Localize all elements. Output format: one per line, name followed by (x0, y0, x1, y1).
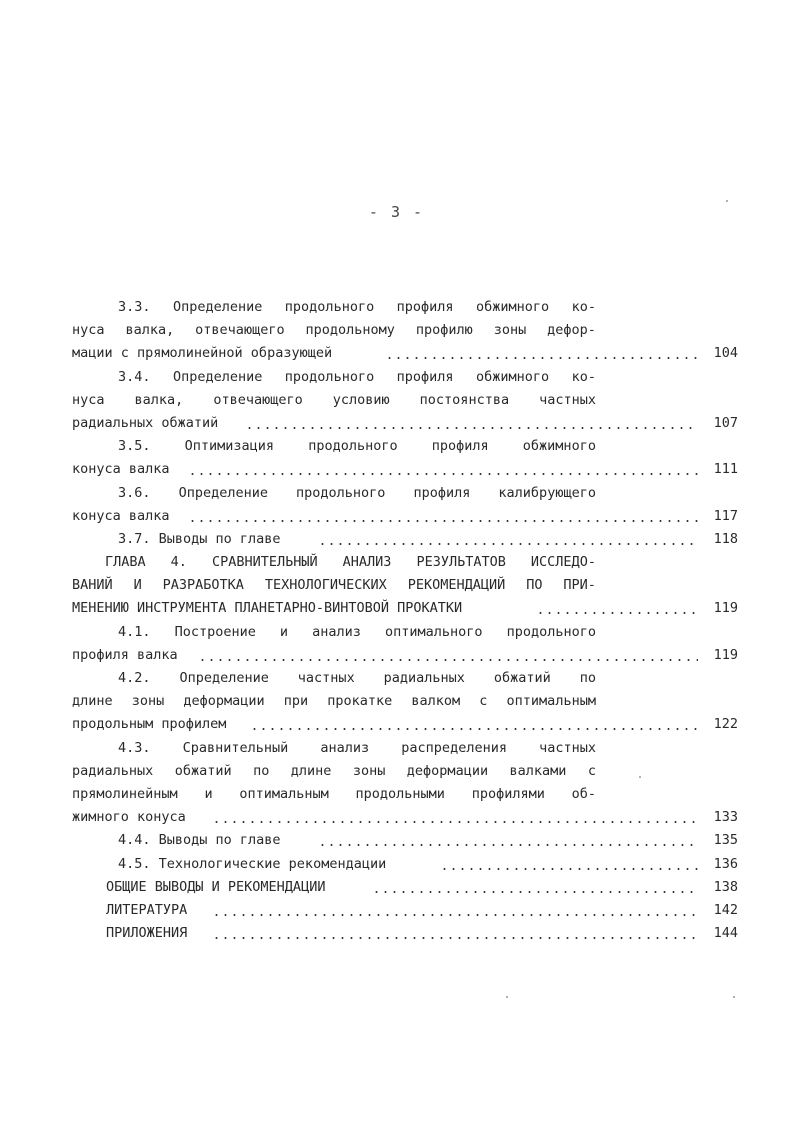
toc-word: прямолинейным (72, 785, 178, 802)
page-number: - 3 - (368, 203, 425, 221)
dot-leader (536, 597, 698, 620)
toc-3-7-line-1: 3.7. Выводы по главе (118, 530, 281, 547)
dot-leader (212, 922, 698, 945)
toc-word: 3.3. (118, 299, 151, 315)
toc-4-5-page: 136 (713, 855, 738, 872)
dot-leader (372, 876, 698, 899)
toc-3-5-page: 111 (713, 461, 738, 478)
toc-word: об- (571, 785, 596, 802)
toc-entry-4-1 (0, 621, 793, 644)
toc-entry-literature (0, 899, 793, 922)
dot-leader (318, 829, 698, 852)
dot-leader (318, 528, 698, 551)
toc-ch4-line-1 (105, 551, 596, 574)
toc-word: валком (411, 693, 461, 710)
toc-3-6-line-2: конуса валка (72, 507, 170, 524)
toc-word: условию (332, 391, 390, 408)
toc-word: Определение (179, 670, 269, 686)
toc-3-3-page: 104 (713, 345, 738, 362)
toc-word: ПО (526, 577, 543, 594)
toc-4-1-line-2: профиля валка (72, 646, 178, 663)
toc-word: Определение (172, 368, 263, 385)
toc-3-4-line-3: радиальных обжатий (72, 414, 219, 431)
toc-entry-4-2 (0, 667, 793, 690)
toc-word: отвечающего (213, 391, 303, 408)
toc-word: профиля (413, 484, 471, 501)
toc-word: Сравнительный (182, 739, 289, 756)
toc-word: валка, (125, 322, 175, 339)
scan-speck (506, 996, 508, 998)
dot-leader (245, 412, 698, 435)
toc-word: ко- (571, 368, 596, 385)
toc-word: по (579, 670, 596, 686)
toc-word: длине (290, 762, 332, 779)
toc-word: продольного (284, 368, 375, 385)
toc-word: РЕКОМЕНДАЦИЙ (407, 577, 506, 594)
toc-word: валками (509, 762, 567, 779)
toc-word: частных (539, 739, 596, 756)
toc-word: отвечающего (195, 322, 285, 339)
toc-word: частных (297, 670, 355, 686)
toc-word: обжимного (475, 299, 550, 315)
toc-4-2-line-3: продольным профилем (72, 716, 227, 733)
toc-word: дефор- (547, 322, 596, 339)
toc-word: ВАНИЙ (72, 577, 113, 594)
toc-entry-3-3 (0, 296, 793, 319)
toc-word: нуса (72, 322, 105, 339)
toc-word: ГЛАВА (105, 554, 146, 571)
toc-word: 3.6. (118, 484, 151, 501)
toc-3-3-line-1 (118, 296, 596, 319)
toc-word: и (279, 623, 289, 640)
toc-word: зоны (352, 762, 386, 779)
toc-4-1-page: 119 (713, 646, 738, 663)
toc-4-3-line-2 (72, 760, 596, 783)
toc-word: продольному (305, 322, 395, 339)
toc-entry-3-6 (0, 482, 793, 505)
toc-word: ИССЛЕДО- (530, 554, 596, 571)
scan-speck (639, 776, 641, 778)
toc-word: калибрующего (498, 484, 596, 501)
toc-3-3-line-3: мации с прямолинейной образующей (72, 345, 333, 362)
toc-word: при (283, 693, 309, 710)
toc-word: продольного (296, 484, 386, 501)
toc-4-3-line-3 (72, 783, 596, 806)
toc-entry-general-conclusions (0, 876, 793, 899)
dot-leader (385, 342, 698, 365)
toc-entry-chapter-4 (0, 551, 793, 574)
toc-word: продольного (308, 438, 398, 455)
toc-word: продольного (284, 299, 375, 315)
toc-word: оптимальным (506, 693, 596, 710)
toc-4-1-line-1 (118, 621, 596, 644)
toc-word: продольного (506, 623, 596, 640)
toc-4-3-line-1 (118, 737, 596, 760)
toc-word: с (479, 693, 488, 710)
toc-entry-3-4 (0, 366, 793, 389)
toc-3-3-line-2 (72, 319, 596, 342)
toc-4-5-line-1: 4.5. Технологические рекомендации (118, 855, 387, 872)
toc-word: оптимальным (239, 785, 329, 802)
toc-word: Определение (172, 299, 263, 315)
toc-word: 4.1. (118, 623, 151, 640)
toc-word: профилями (471, 785, 545, 802)
toc-4-2-page: 122 (713, 716, 738, 733)
toc-word: обжатий (174, 762, 232, 779)
table-of-contents (0, 296, 793, 945)
toc-4-4-line-1: 4.4. Выводы по главе (118, 832, 281, 849)
toc-4-2-line-2 (72, 690, 596, 713)
toc-entry-4-4 (0, 829, 793, 852)
toc-word: распределения (401, 739, 507, 756)
dot-leader (212, 899, 698, 922)
toc-word: Определение (178, 484, 268, 501)
toc-word: обжатий (493, 670, 551, 686)
dot-leader (250, 713, 698, 736)
toc-general-line-1: ОБЩИЕ ВЫВОДЫ И РЕКОМЕНДАЦИИ (106, 878, 326, 895)
toc-word: обжимного (522, 438, 596, 455)
toc-word: радиальных (383, 670, 465, 686)
toc-word: прокатке (327, 693, 393, 710)
toc-3-6-line-1 (118, 482, 596, 505)
toc-word: АНАЛИЗ (342, 554, 392, 571)
toc-word: оптимального (384, 623, 483, 640)
toc-word: и (204, 785, 213, 802)
toc-entry-appendices (0, 922, 793, 945)
toc-word: длине (72, 693, 113, 710)
toc-appendices-page: 144 (713, 925, 738, 942)
toc-word: 3.4. (118, 368, 151, 385)
toc-word: частных (539, 391, 596, 408)
toc-word: с (587, 762, 596, 779)
dot-leader (188, 505, 698, 528)
toc-3-4-line-1 (118, 366, 596, 389)
toc-word: продольными (355, 785, 445, 802)
toc-word: постоянства (419, 391, 510, 408)
toc-general-page: 138 (713, 878, 738, 895)
toc-4-3-page: 133 (713, 809, 738, 826)
toc-word: 4.2. (118, 670, 151, 686)
toc-word: 4. (170, 554, 187, 571)
toc-3-4-page: 107 (713, 414, 738, 431)
toc-word: анализ (312, 623, 361, 640)
toc-entry-3-7 (0, 528, 793, 551)
toc-appendices-line-1: ПРИЛОЖЕНИЯ (106, 925, 188, 942)
toc-4-4-page: 135 (713, 832, 738, 849)
toc-word: профиля (396, 299, 454, 315)
dot-leader (198, 644, 698, 667)
toc-word: ТЕХНОЛОГИЧЕСКИХ (264, 577, 387, 594)
toc-word: анализ (320, 739, 370, 756)
toc-4-2-line-1 (118, 667, 596, 690)
toc-3-6-page: 117 (713, 507, 738, 524)
toc-entry-4-5 (0, 853, 793, 876)
toc-ch4-line-3: МЕНЕНИЮ ИНСТРУМЕНТА ПЛАНЕТАРНО-ВИНТОВОЙ ПРОКАТКИ (72, 600, 463, 617)
toc-3-7-page: 118 (713, 530, 738, 547)
dot-leader (212, 806, 698, 829)
toc-word: РЕЗУЛЬТАТОВ (416, 554, 506, 571)
dot-leader (440, 853, 698, 876)
toc-word: по (253, 762, 270, 779)
toc-word: 3.5. (118, 438, 151, 455)
toc-word: деформации (406, 762, 489, 779)
toc-word: И (133, 577, 142, 594)
toc-word: нуса (72, 391, 105, 408)
toc-word: Оптимизация (184, 438, 275, 455)
toc-literature-line-1: ЛИТЕРАТУРА (106, 901, 188, 918)
toc-entry-4-3 (0, 737, 793, 760)
toc-word: валка, (134, 391, 184, 408)
toc-entry-3-5 (0, 435, 793, 458)
toc-ch4-line-2 (72, 574, 596, 597)
toc-word: зоны (493, 322, 527, 339)
toc-word: ПРИ- (563, 577, 596, 594)
dot-leader (188, 458, 698, 481)
toc-ch4-page: 119 (713, 600, 738, 617)
scan-speck (733, 996, 735, 998)
toc-3-5-line-2: конуса валка (72, 461, 170, 478)
toc-word: профилю (415, 322, 473, 339)
toc-word: СРАВНИТЕЛЬНЫЙ (211, 554, 318, 571)
toc-word: РАЗРАБОТКА (162, 577, 244, 594)
scan-speck (726, 200, 728, 202)
toc-word: Построение (174, 623, 256, 640)
toc-3-5-line-1 (118, 435, 596, 458)
toc-word: радиальных (72, 762, 154, 779)
toc-word: обжимного (475, 368, 550, 385)
toc-3-4-line-2 (72, 389, 596, 412)
toc-word: 4.3. (118, 739, 151, 756)
toc-literature-page: 142 (713, 901, 738, 918)
toc-word: профиля (431, 438, 489, 455)
toc-4-3-line-4: жимного конуса (72, 809, 186, 826)
toc-word: деформации (183, 693, 265, 710)
toc-word: ко- (571, 299, 596, 315)
toc-word: зоны (131, 693, 165, 710)
toc-word: профиля (396, 368, 454, 385)
